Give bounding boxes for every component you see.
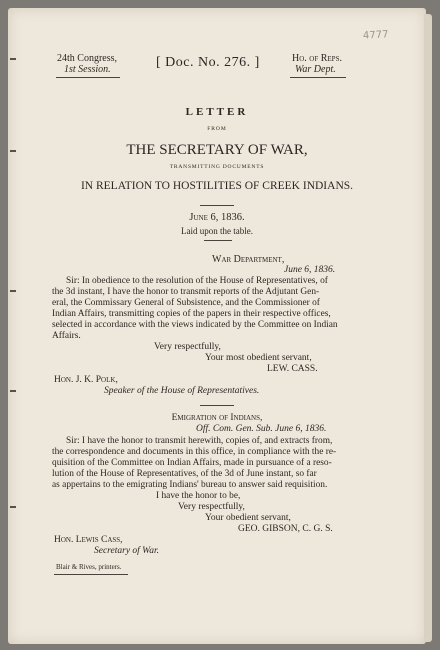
letter1-addressee-title: Speaker of the House of Representatives.	[104, 386, 260, 396]
title-rule	[200, 205, 234, 206]
session-label: 1st Session.	[64, 64, 111, 75]
letter2-body	[52, 436, 388, 502]
printer-imprint: Blair & Rives, printers.	[56, 563, 122, 571]
laid-upon-table: Laid upon the table.	[181, 226, 253, 236]
letter2-subheading: Off. Com. Gen. Sub. June 6, 1836.	[196, 424, 327, 434]
date-rule	[204, 240, 232, 241]
title-subject: IN RELATION TO HOSTILITIES OF CREEK INDIANS.	[80, 180, 354, 192]
letter2-line: the correspondence and documents in this office, in compliance with the re-	[52, 447, 337, 457]
printer-rule	[54, 574, 128, 575]
letter1-line: Indian Affairs, transmitting copies of the papers in their respective offices,	[52, 309, 331, 319]
letter2-line: I have the honor to be,	[156, 491, 241, 501]
header-rule-right	[290, 77, 346, 78]
binding-stitch	[10, 506, 16, 508]
letter2-signature: GEO. GIBSON, C. G. S.	[238, 524, 333, 534]
title-secretary: THE SECRETARY OF WAR,	[126, 142, 308, 158]
letter2-line: as appertains to the emigrating Indians' bureau to answer said requisition.	[52, 480, 328, 490]
letter1-body	[52, 276, 388, 342]
letter-divider	[200, 405, 234, 406]
binding-stitch	[10, 390, 16, 392]
header-rule-left	[56, 77, 120, 78]
house-label: Ho. of Reps.	[292, 53, 342, 64]
document-page	[8, 8, 426, 644]
congress-label: 24th Congress,	[57, 53, 117, 64]
letter1-line: Sir: In obedience to the resolution of the House of Representatives, of	[66, 276, 328, 286]
letter1-line: selected in accordance with the views indicated by the Committee on Indian	[52, 320, 338, 330]
pencil-note: 4777	[362, 29, 389, 42]
letter1-signature: LEW. CASS.	[267, 364, 318, 374]
binding-stitch	[10, 290, 16, 292]
letter2-closing1: Very respectfully,	[178, 502, 245, 512]
letter1-line: Affairs.	[52, 331, 81, 341]
date-line: June 6, 1836.	[189, 212, 245, 223]
letter2-addressee: Hon. Lewis Cass,	[54, 535, 123, 545]
title-transmitting: TRANSMITTING DOCUMENTS	[169, 164, 265, 170]
doc-number: [ Doc. No. 276. ]	[156, 55, 260, 70]
letter2-addressee-title: Secretary of War.	[94, 546, 159, 556]
letter1-date: June 6, 1836.	[284, 265, 336, 275]
letter1-department: War Department,	[212, 254, 285, 265]
letter1-addressee: Hon. J. K. Polk,	[54, 375, 118, 385]
letter1-line: eral, the Commissary General of Subsistence, and the Commissioner of	[52, 298, 320, 308]
letter2-heading: Emigration of Indians,	[171, 413, 263, 423]
letter2-line: quisition of the Committee on Indian Affairs, made in pursuance of a reso-	[52, 458, 332, 468]
letter1-closing2: Your most obedient servant,	[205, 353, 312, 363]
title-letter: LETTER	[185, 106, 249, 118]
department-label: War Dept.	[295, 64, 336, 75]
title-from: FROM	[207, 126, 227, 132]
letter1-line: the 3d instant, I have the honor to transmit reports of the Adjutant Gen-	[52, 287, 320, 297]
letter2-closing2: Your obedient servant,	[205, 513, 291, 523]
letter1-closing1: Very respectfully,	[154, 342, 221, 352]
letter2-line: Sir: I have the honor to transmit herewith, copies of, and extracts from,	[66, 436, 333, 446]
letter2-line: lution of the House of Representatives, of the 3d of June instant, so far	[52, 469, 317, 479]
binding-stitch	[10, 58, 16, 60]
